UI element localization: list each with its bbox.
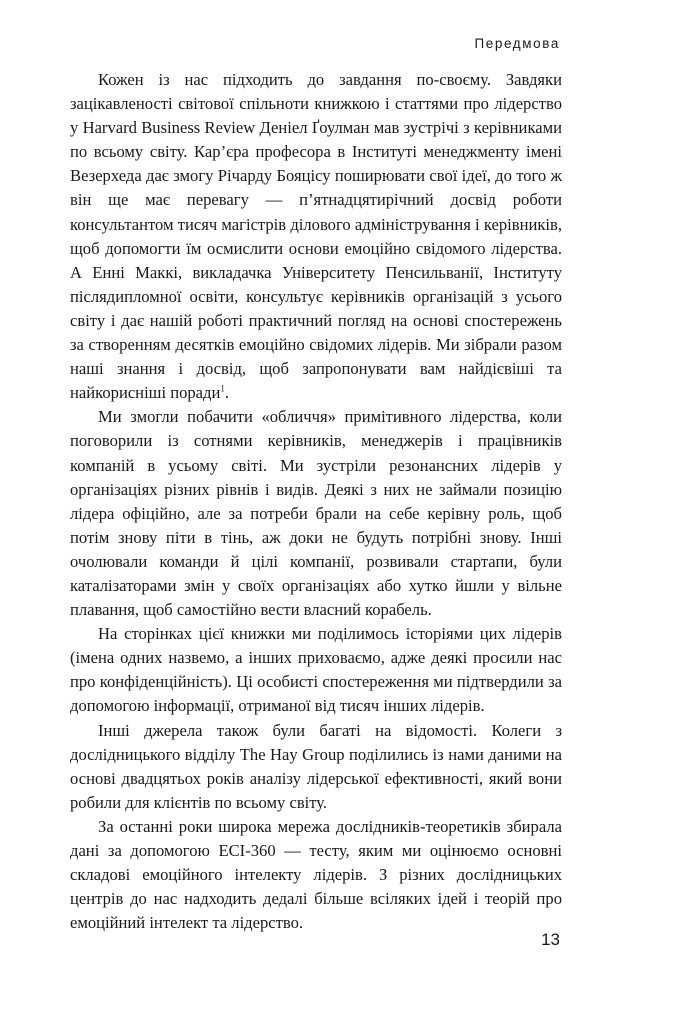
- paragraph-2: Ми змогли побачити «обличчя» примітивного лідерства, коли поговорили із сотнями керівників, менеджерів і працівників компаній в усьому світі. Ми зустріли резонансних лідерів у організаціях різних рівнів і видів. Деякі з них не займали позицію лідера офіційно, але за потреби брали на себе керівну роль, щоб потім знову піти в тінь, аж доки не будуть потрібні знову. Інші очолювали команди й цілі компанії, розвивали стартапи, були каталізаторами змін у своїх організаціях або хутко йшли у вільне плавання, щоб самостійно вести власний корабель.: [70, 407, 562, 620]
- paragraph-1-tail: .: [224, 383, 230, 403]
- footnote-marker[interactable]: 1: [220, 383, 225, 394]
- running-header: Передмова: [474, 36, 560, 51]
- paragraph-3: На сторінках цієї книжки ми поділимось історіями цих лідерів (імена одних назвемо, а інших приховаємо, адже деякі просили нас про конфіденційність). Ці особисті спостереження ми підтвердили за допомогою інформації, отриманої від тисяч інших лідерів.: [70, 624, 562, 716]
- paragraph-1-text: Кожен із нас підходить до завдання по-своєму. Завдяки зацікавленості світової спільноти книжкою і статтями про лідерство у Harvard Business Review Деніел Ґоулман мав зустрічі з керівниками по всьому світу. Кар’єра професора в Інституті менеджменту імені Везерхеда дає змогу Річарду Бояцісу поширювати свої ідеї, до того ж він ще має перевагу — п’ятнадцятирічний досвід роботи консультантом тисяч магістрів ділового адміністрування і керівників, щоб допомогти їм осмислити основи емоційно свідомого лідерства. А Енні Маккі, викладачка Університету Пенсильванії, Інституту післядипломної освіти, консультує керівників організацій з усього світу і дає нашій роботі практичний погляд на основі спостережень за створенням десятків емоційно свідомих лідерів. Ми зібрали разом наші знання і досвід, щоб запропонувати вам найдієвіші та найкорисніші поради: [70, 70, 562, 403]
- page-number: 13: [541, 930, 560, 949]
- paragraph-5: За останні роки широка мережа дослідників-теоретиків збирала дані за допомогою ECI-360 — тесту, яким ми оцінюємо основні складові емоційного інтелекту лідерів. З різних дослідницьких центрів до нас надходить дедалі більше всіляких ідей і теорій про емоційний інтелект та лідерство.: [70, 816, 562, 933]
- paragraph-1: [70, 68, 562, 405]
- paragraph-4: Інші джерела також були багаті на відомості. Колеги з дослідницького відділу The Hay Group поділились із нами даними на основі двадцятьох років аналізу лідерської ефективності, який вони робили для клієнтів по всьому світу.: [70, 720, 562, 812]
- body-text: [70, 68, 562, 935]
